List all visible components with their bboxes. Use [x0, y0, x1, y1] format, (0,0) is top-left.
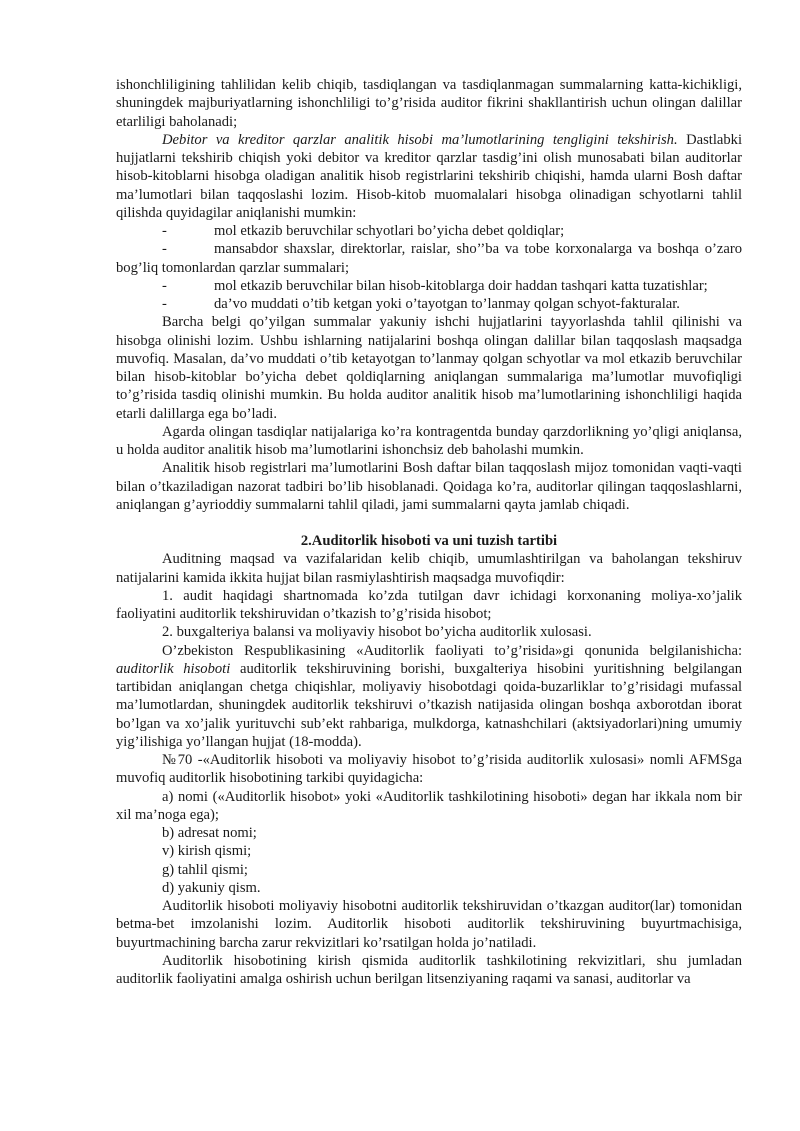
section-heading: 2.Auditorlik hisoboti va uni tuzish tartibi [300, 533, 558, 549]
italic-term: auditorlik hisoboti [116, 660, 231, 677]
list-item-text: da’vo muddati o’tib ketgan yoki o’tayotgan to’lanmay qolgan schyot-fakturalar. [214, 296, 680, 312]
paragraph: Agarda olingan tasdiqlar natijalariga ko’ra kontragentda bunday qarzdorlikning yo’qligi aniqlansa, u holda auditor analitik hisob ma’lumotlarini ishonchsiz deb baholashi mumkin. [116, 423, 742, 458]
list-item [116, 222, 742, 240]
list-item [116, 295, 742, 313]
dash-marker: - [162, 277, 167, 294]
italic-heading: Debitor va kreditor qarzlar analitik hisobi ma’lumotlarining tengligini tekshirish. [162, 131, 678, 148]
paragraph: b) adresat nomi; [162, 825, 257, 841]
dash-marker: - [162, 241, 167, 258]
list-item-text: mansabdor shaxslar, direktorlar, raislar, sho’’ba va tobe korxonalarga va boshqa o’zaro bog’liq tomonlardan qarzlar summalari; [116, 241, 742, 276]
paragraph-text: auditorlik tekshiruvining borishi, buxgalteriya hisobini yuritishning belgilangan tartibidan aniqlangan chetga chiqishlar, moliyaviy hisobotdagi qoida-buzarliklar to’g’risidagi mufassal ma’lumotlardan, shuningdek auditorlik tekshiruvi o’tkazish natijasida olingan boshqa axborotdan iborat bo’lgan va xo’jalik yurituvchi sub’ekt rahbariga, mulkdorga, katnashchilari (aktsiyadorlari)ning umumiy yig’ilishiga yo’llangan hujjat (18-modda). [116, 660, 742, 750]
paragraph: №70 -«Auditorlik hisoboti va moliyaviy hisobot to’g’risida auditorlik xulosasi» nomli AFMSga muvofiq auditorlik hisobotining tarkibi quyidagicha: [116, 752, 742, 787]
document-page [116, 76, 742, 988]
paragraph-text: Dastlabki hujjatlarni tekshirib chiqish yoki debitor va kreditor qarzlar tasdig’ini olish munosabati bilan auditorlar hisob-kitoblarni hisobga oladigan analitik hisob registrlarini tekshirib chiqishi, hamda ularni Bosh daftar ma’lumotlari bilan taqqoslashi lozim. Hisob-kitob muomalalari hisobga olinadigan schyotlarni tahlil qilishda quyidagilar aniqlanishi mumkin: [116, 131, 742, 221]
paragraph [116, 131, 742, 222]
paragraph: ishonchliligining tahlilidan kelib chiqib, tasdiqlangan va tasdiqlanmagan summalarning katta-kichikligi, shuningdek majburiyatlarning ishonchliligi to’g’risida auditor fikrini shakllantirish uchun olingan dalillar etarliligi baholanadi; [116, 77, 742, 130]
paragraph: Barcha belgi qo’yilgan summalar yakuniy ishchi hujjatlarini tayyorlashda tahlil qilinishi va hisobga olinishi lozim. Ushbu ishlarning natijalarini boshqa olingan dalillar bilan taqqoslash maqsadga muvofiq. Masalan, da’vo muddati o’tib ketayotgan to’lanmay qolgan schyotlar va mol etkazib beruvchilar bilan hisob-kitoblar bo’yicha debet qoldiqlarning aniqlangan summalariga ma’lumotlar muvofiqligi to’g’risida tasdiq olinishi mumkin. Bu holda auditor analitik hisob ma’lumotlarining ishonchliligi haqida etarli dalillarga ega bo’ladi. [116, 314, 742, 422]
paragraph: Auditorlik hisobotining kirish qismida auditorlik tashkilotining rekvizitlari, shu jumladan auditorlik faoliyatini amalga oshirish uchun berilgan litsenziyaning raqami va sanasi, auditorlar va [116, 952, 742, 987]
list-item [116, 277, 742, 295]
paragraph: a) nomi («Auditorlik hisobot» yoki «Auditorlik tashkilotining hisoboti» degan har ikkala nom bir xil ma’noga ega); [116, 788, 742, 823]
list-item-text: mol etkazib beruvchilar bilan hisob-kitoblarga doir haddan tashqari katta tuzatishlar; [214, 277, 708, 294]
paragraph: v) kirish qismi; [162, 843, 252, 860]
dash-marker: - [162, 223, 167, 239]
paragraph: d) yakuniy qism. [162, 879, 261, 896]
paragraph-text: O’zbekiston Respublikasining «Auditorlik faoliyati to’g’risida»gi qonunida belgilanishicha: [162, 642, 742, 659]
paragraph: Analitik hisob registrlari ma’lumotlarini Bosh daftar bilan taqqoslash mijoz tomonidan vaqti-vaqti bilan o’tkaziladigan nazorat tadbiri bo’lib hisoblanadi. Qoidaga ko’ra, auditorlar qilingan taqqoslashlarni, aniqlangan g’ayrioddiy summalarni tahlil qiladi, jami summalarni qayta jamlab chiqadi. [116, 460, 742, 513]
paragraph: g) tahlil qismi; [162, 861, 248, 878]
dash-marker: - [162, 296, 167, 312]
paragraph: 1. audit haqidagi shartnomada ko’zda tutilgan davr ichidagi korxonaning moliya-xo’jalik faoliyatini auditorlik tekshiruvidan o’tkazish to’g’risida hisobot; [116, 587, 742, 622]
list-item [116, 240, 742, 277]
paragraph [116, 642, 742, 752]
paragraph: 2. buxgalteriya balansi va moliyaviy hisobot bo’yicha auditorlik xulosasi. [162, 624, 592, 641]
paragraph: Auditorlik hisoboti moliyaviy hisobotni auditorlik tekshiruvidan o’tkazgan auditor(lar) tomonidan betma-bet imzolanishi lozim. Auditorlik hisoboti auditorlik tekshiruvining buyurtmachisiga, buyurtmachining barcha zarur rekvizitlari ko’rsatilgan holda jo’natiladi. [116, 898, 742, 951]
paragraph: Auditning maqsad va vazifalaridan kelib chiqib, umumlashtirilgan va baholangan tekshiruv natijalarini kamida ikkita hujjat bilan rasmiylashtirish maqsadga muvofiqdir: [116, 551, 742, 586]
list-item-text: mol etkazib beruvchilar schyotlari bo’yicha debet qoldiqlar; [214, 223, 565, 239]
